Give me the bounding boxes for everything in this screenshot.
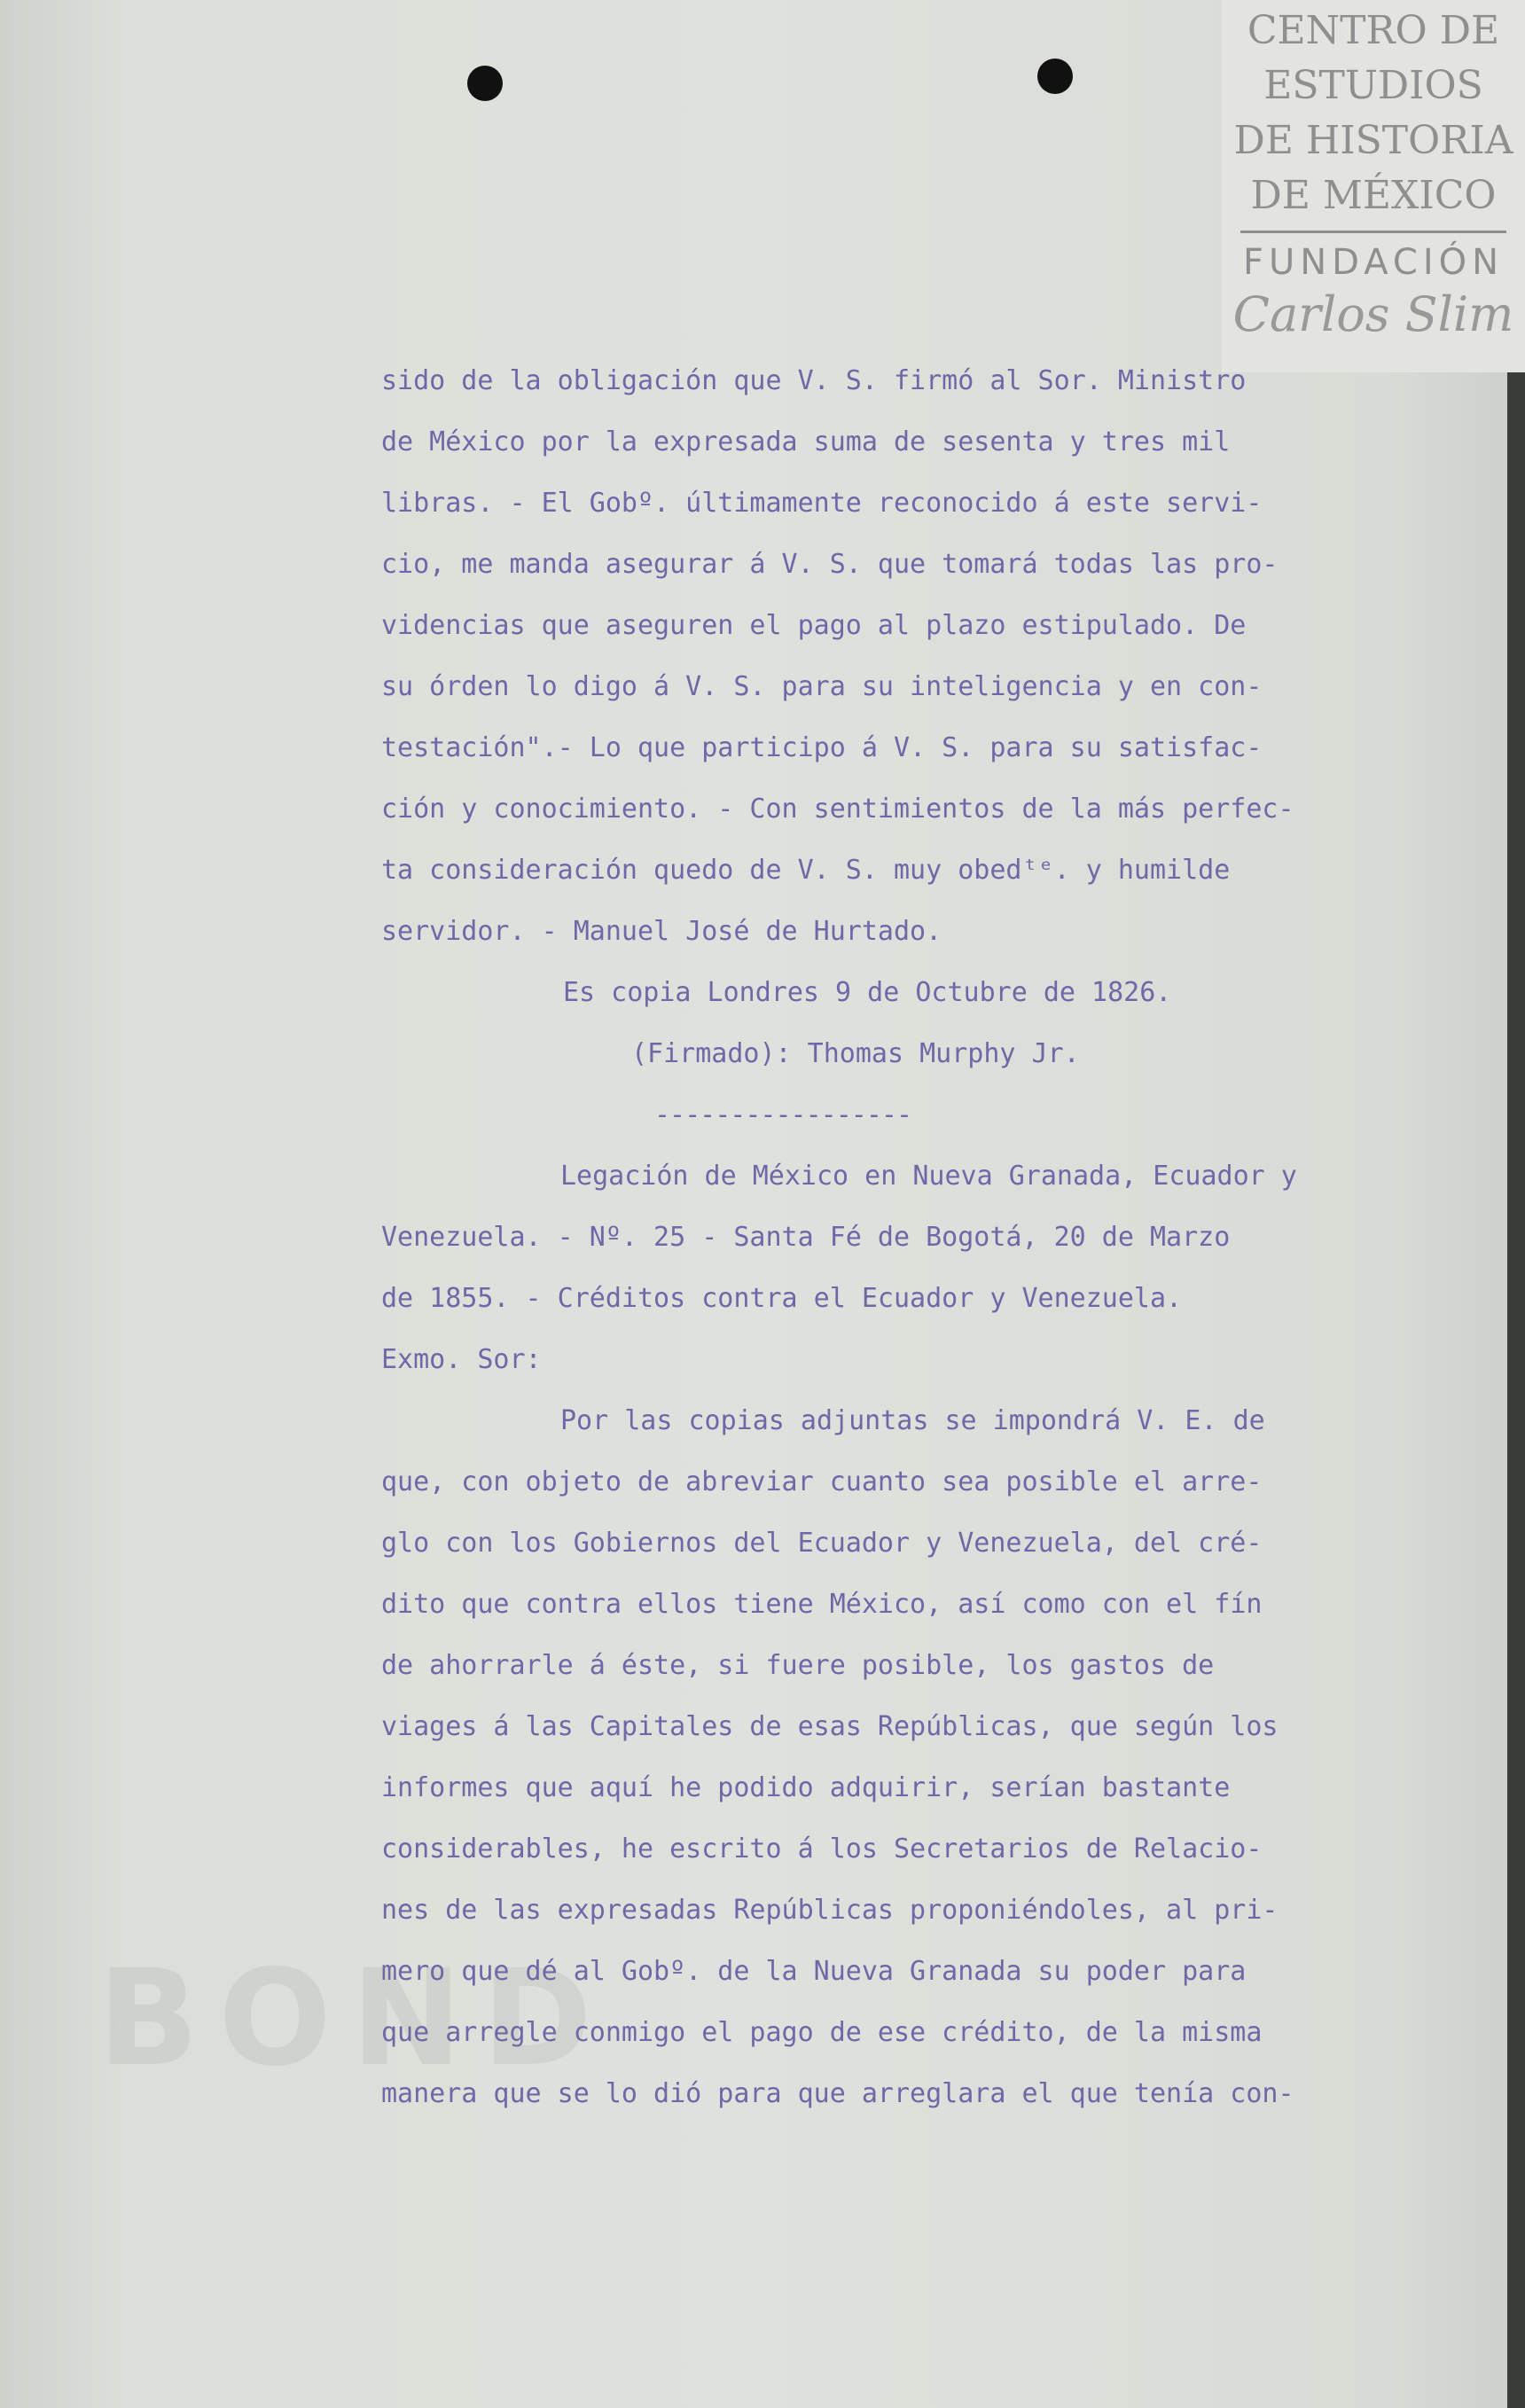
text-line: de ahorrarle á éste, si fuere posible, los gastos de — [381, 1650, 1215, 1681]
text-line: cio, me manda asegurar á V. S. que tomará todas las pro- — [381, 549, 1279, 580]
text-line: que, con objeto de abreviar cuanto sea posible el arre- — [381, 1466, 1263, 1497]
signed-by: (Firmado): Thomas Murphy Jr. — [631, 1038, 1080, 1069]
stamp-line: DE HISTORIA — [1233, 118, 1513, 163]
text-line: que arregle conmigo el pago de ese crédito, de la misma — [381, 2017, 1263, 2048]
punch-hole-right — [1037, 59, 1073, 94]
letter-heading: Legación de México en Nueva Granada, Ecuador y — [560, 1161, 1297, 1192]
copy-attestation: Es copia Londres 9 de Octubre de 1826. — [563, 977, 1172, 1008]
stamp-line: ESTUDIOS — [1263, 63, 1483, 108]
stamp-signature: Carlos Slim — [1232, 286, 1514, 342]
archive-stamp — [1222, 0, 1525, 372]
letter-heading: Venezuela. - Nº. 25 - Santa Fé de Bogotá, 20 de Marzo — [381, 1222, 1231, 1253]
text-line: su órden lo digo á V. S. para su inteligencia y en con- — [381, 671, 1263, 702]
stamp-line: DE MÉXICO — [1250, 173, 1497, 218]
text-line: testación".- Lo que participo á V. S. para su satisfac- — [381, 732, 1263, 763]
letter-body — [381, 350, 1419, 2124]
text-line: de México por la expresada suma de sesenta y tres mil — [381, 426, 1231, 457]
text-line: viages á las Capitales de esas Repúblicas, que según los — [381, 1711, 1279, 1742]
text-line: considerables, he escrito á los Secretarios de Relacio- — [381, 1833, 1263, 1865]
text-line: ta consideración quedo de V. S. muy obedᵗᵉ. y humilde — [381, 855, 1231, 886]
text-line: nes de las expresadas Repúblicas proponiéndoles, al pri- — [381, 1895, 1279, 1926]
text-line: glo con los Gobiernos del Ecuador y Venezuela, del cré- — [381, 1528, 1263, 1559]
paper-watermark: BOND — [98, 1942, 612, 2084]
text-line: manera que se lo dió para que arreglara el que tenía con- — [381, 2078, 1294, 2109]
stamp-line: CENTRO DE — [1247, 8, 1500, 53]
text-line: dito que contra ellos tiene México, así como con el fín — [381, 1589, 1263, 1620]
text-line: informes que aquí he podido adquirir, serían bastante — [381, 1772, 1231, 1803]
letter-heading: de 1855. - Créditos contra el Ecuador y Venezuela. — [381, 1283, 1183, 1314]
text-line: servidor. - Manuel José de Hurtado. — [381, 916, 942, 947]
section-separator: ----------------- — [654, 1099, 912, 1130]
text-line: libras. - El Gobº. últimamente reconocido á este servi- — [381, 488, 1263, 519]
text-line: sido de la obligación que V. S. firmó al Sor. Ministro — [381, 365, 1247, 396]
salutation: Exmo. Sor: — [381, 1344, 542, 1375]
stamp-divider — [1240, 231, 1506, 233]
text-line: videncias que aseguren el pago al plazo estipulado. De — [381, 610, 1247, 641]
stamp-foundation: FUNDACIÓN — [1242, 242, 1505, 283]
text-line: ción y conocimiento. - Con sentimientos de la más perfec- — [381, 794, 1294, 825]
text-line: Por las copias adjuntas se impondrá V. E. de — [560, 1405, 1265, 1436]
text-line: mero que dé al Gobº. de la Nueva Granada su poder para — [381, 1956, 1247, 1987]
punch-hole-left — [467, 66, 503, 101]
